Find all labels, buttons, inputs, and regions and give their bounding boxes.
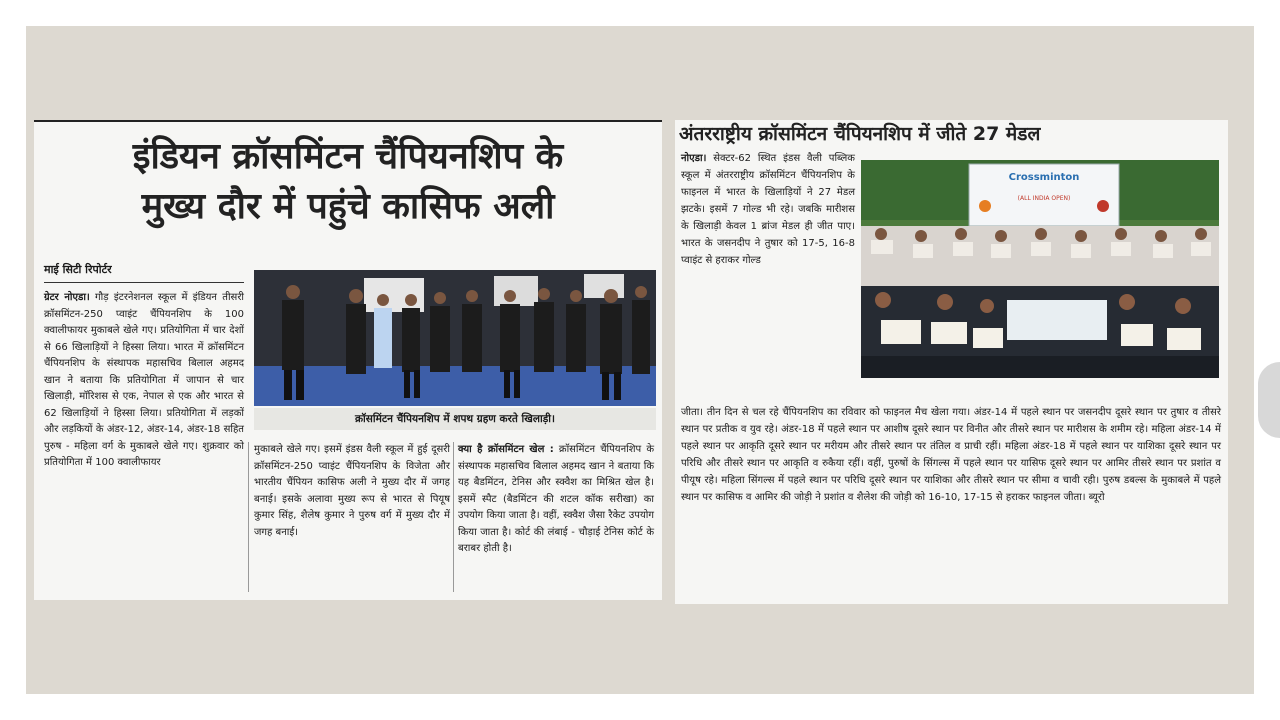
banner-title: Crossminton	[1008, 172, 1080, 183]
right-wide-column: जीता। तीन दिन से चल रहे चैंपियनशिप का रविवार को फाइनल मैच खेला गया। अंडर-14 में पहले स्थान पर जसनदीप दूसरे स्थान पर तुषार व तीसरे स्थान पर प्रतीक व युव रहे। अंडर-18 में पहले स्थान पर आशीष दूसरे स्थान पर विनीत और तीसरे स्थान पर मारीशस के शमीम रहे। महिला अंडर-14 में पहले स्थान पर आकृति दूसरे स्थान पर मरीयम और तीसरे स्थान पर तंतिल व प्राची रहीं। महिला अंडर-18 में पहले स्थान पर याशिका दूसरे स्थान पर परिधि और तीसरे स्थान पर आकृति व रुकैया रहीं। वहीं, पुरुषों के सिंगल्स में पहले स्थान पर यासिफ दूसरे स्थान पर आमिर तीसरे स्थान पर प्रशांत व पीयूष रहे। महिला सिंगल्स में पहले स्थान पर परिधि दूसरे स्थान पर याशिका और तीसरे स्थान पर सीमा व चावी रही। पुरुष डबल्स के मुकाबले में पहले स्थान पर कासिफ व आमिर की जोड़ी ने प्रशांत व शैलेश की जोड़ी को 16-10, 17-15 से हराकर फाइनल जीता। ब्यूरो	[681, 407, 1221, 503]
right-headline: अंतरराष्ट्रीय क्रॉसमिंटन चैंपियनशिप में जीते 27 मेडल	[679, 123, 1041, 145]
dateline: ग्रेटर नोएडा।	[44, 292, 90, 303]
next-slide-arrow[interactable]	[1258, 362, 1280, 438]
right-column-1	[681, 150, 855, 269]
left-headline-line1: इंडियन क्रॉसमिंटन चैंपियनशिप के	[132, 136, 564, 177]
left-column-3	[458, 442, 654, 558]
left-column-3-text: क्रॉसमिंटन चैंपियनशिप के संस्थापक महासचिव बिलाल अहमद खान ने बताया कि यह बैडमिंटन, टेनिस और स्क्वैश का मिश्रित खेल है। इसमें स्पैट (बैडमिंटन की शटल कॉक सरीखा) का उपयोग किया जाता है। वहीं, स्क्वैश जैसा रैकेट उपयोग किया जाता है। कोर्ट की लंबाई - चौड़ाई टेनिस कोर्ट के बराबर होती है।	[458, 444, 655, 554]
left-column-1-text: गौड़ इंटरनेशनल स्कूल में इंडियन तीसरी क्रॉसमिंटन-250 प्वाइंट चैंपियनशिप के 100 क्वालीफायर मुकाबले खेले गए। प्रतियोगिता में चार देशों से 66 खिलाड़ियों ने हिस्सा लिया। भारत में क्रॉसमिंटन चैंपियनशिप के संस्थापक महासचिव बिलाल अहमद खान ने बताया कि प्रतियोगिता में जापान से चार खिलाड़ी, मॉरिशस से एक, नेपाल से एक और भारत से 62 खिलाड़ियों ने हिस्सा लिया। प्रतियोगिता में लड़कों और लड़कियों के अंडर-12, अंडर-14, अंडर-18 सहित पुरुष - महिला वर्ग के मुकाबले खेले गए। शुक्रवार को प्रतियोगिता में 100 क्वालीफायर	[44, 292, 244, 468]
left-headline	[34, 132, 662, 232]
banner-subtitle: (ALL INDIA OPEN)	[1017, 195, 1071, 202]
sidebar-heading: क्या है क्रॉसमिंटन खेल :	[458, 444, 554, 455]
medal-winners-illustration	[861, 160, 1219, 378]
photo-caption: क्रॉसमिंटन चैंपियनशिप में शपथ ग्रहण करते खिलाड़ी।	[254, 408, 656, 430]
right-column-1-text: सेक्टर-62 स्थित इंडस वैली पब्लिक स्कूल में अंतरराष्ट्रीय क्रॉसमिंटन चैंपियनशिप के फाइनल में भारत के खिलाड़ियों ने 27 मेडल झटके। इसमें 7 गोल्ड भी रहे। जबकि मारीशस के खिलाड़ी केवल 1 ब्रांज मेडल ही जीत पाए। भारत के जसनदीप ने तुषार को 17-5, 16-8 प्वाइंट से हराकर गोल्ड	[681, 153, 855, 266]
right-dateline: नोएडा।	[681, 153, 707, 164]
oath-ceremony-illustration	[254, 270, 656, 406]
medal-winners-photo	[861, 160, 1219, 378]
right-news-clipping	[675, 120, 1228, 604]
left-news-clipping	[34, 120, 662, 600]
byline-rule	[44, 282, 244, 283]
left-headline-line2: मुख्य दौर में पहुंचे कासिफ अली	[141, 186, 555, 227]
left-column-2: मुकाबले खेले गए। इसमें इंडस वैली स्कूल में हुई दूसरी क्रॉसमिंटन-250 प्वाइंट चैंपियनशिप के विजेता और भारतीय चैंपियन कासिफ अली ने मुख्य दौर में जगह बनाई। इसके अलावा मुख्य रूप से भारत से पियूष कुमार सिंह, शैलेष कुमार ने पुरुष वर्ग में मुख्य दौर में जगह बनाई।	[254, 442, 450, 541]
left-column-1	[44, 290, 244, 472]
byline: माई सिटी रिपोर्टर	[44, 263, 112, 276]
oath-ceremony-photo	[254, 270, 656, 406]
